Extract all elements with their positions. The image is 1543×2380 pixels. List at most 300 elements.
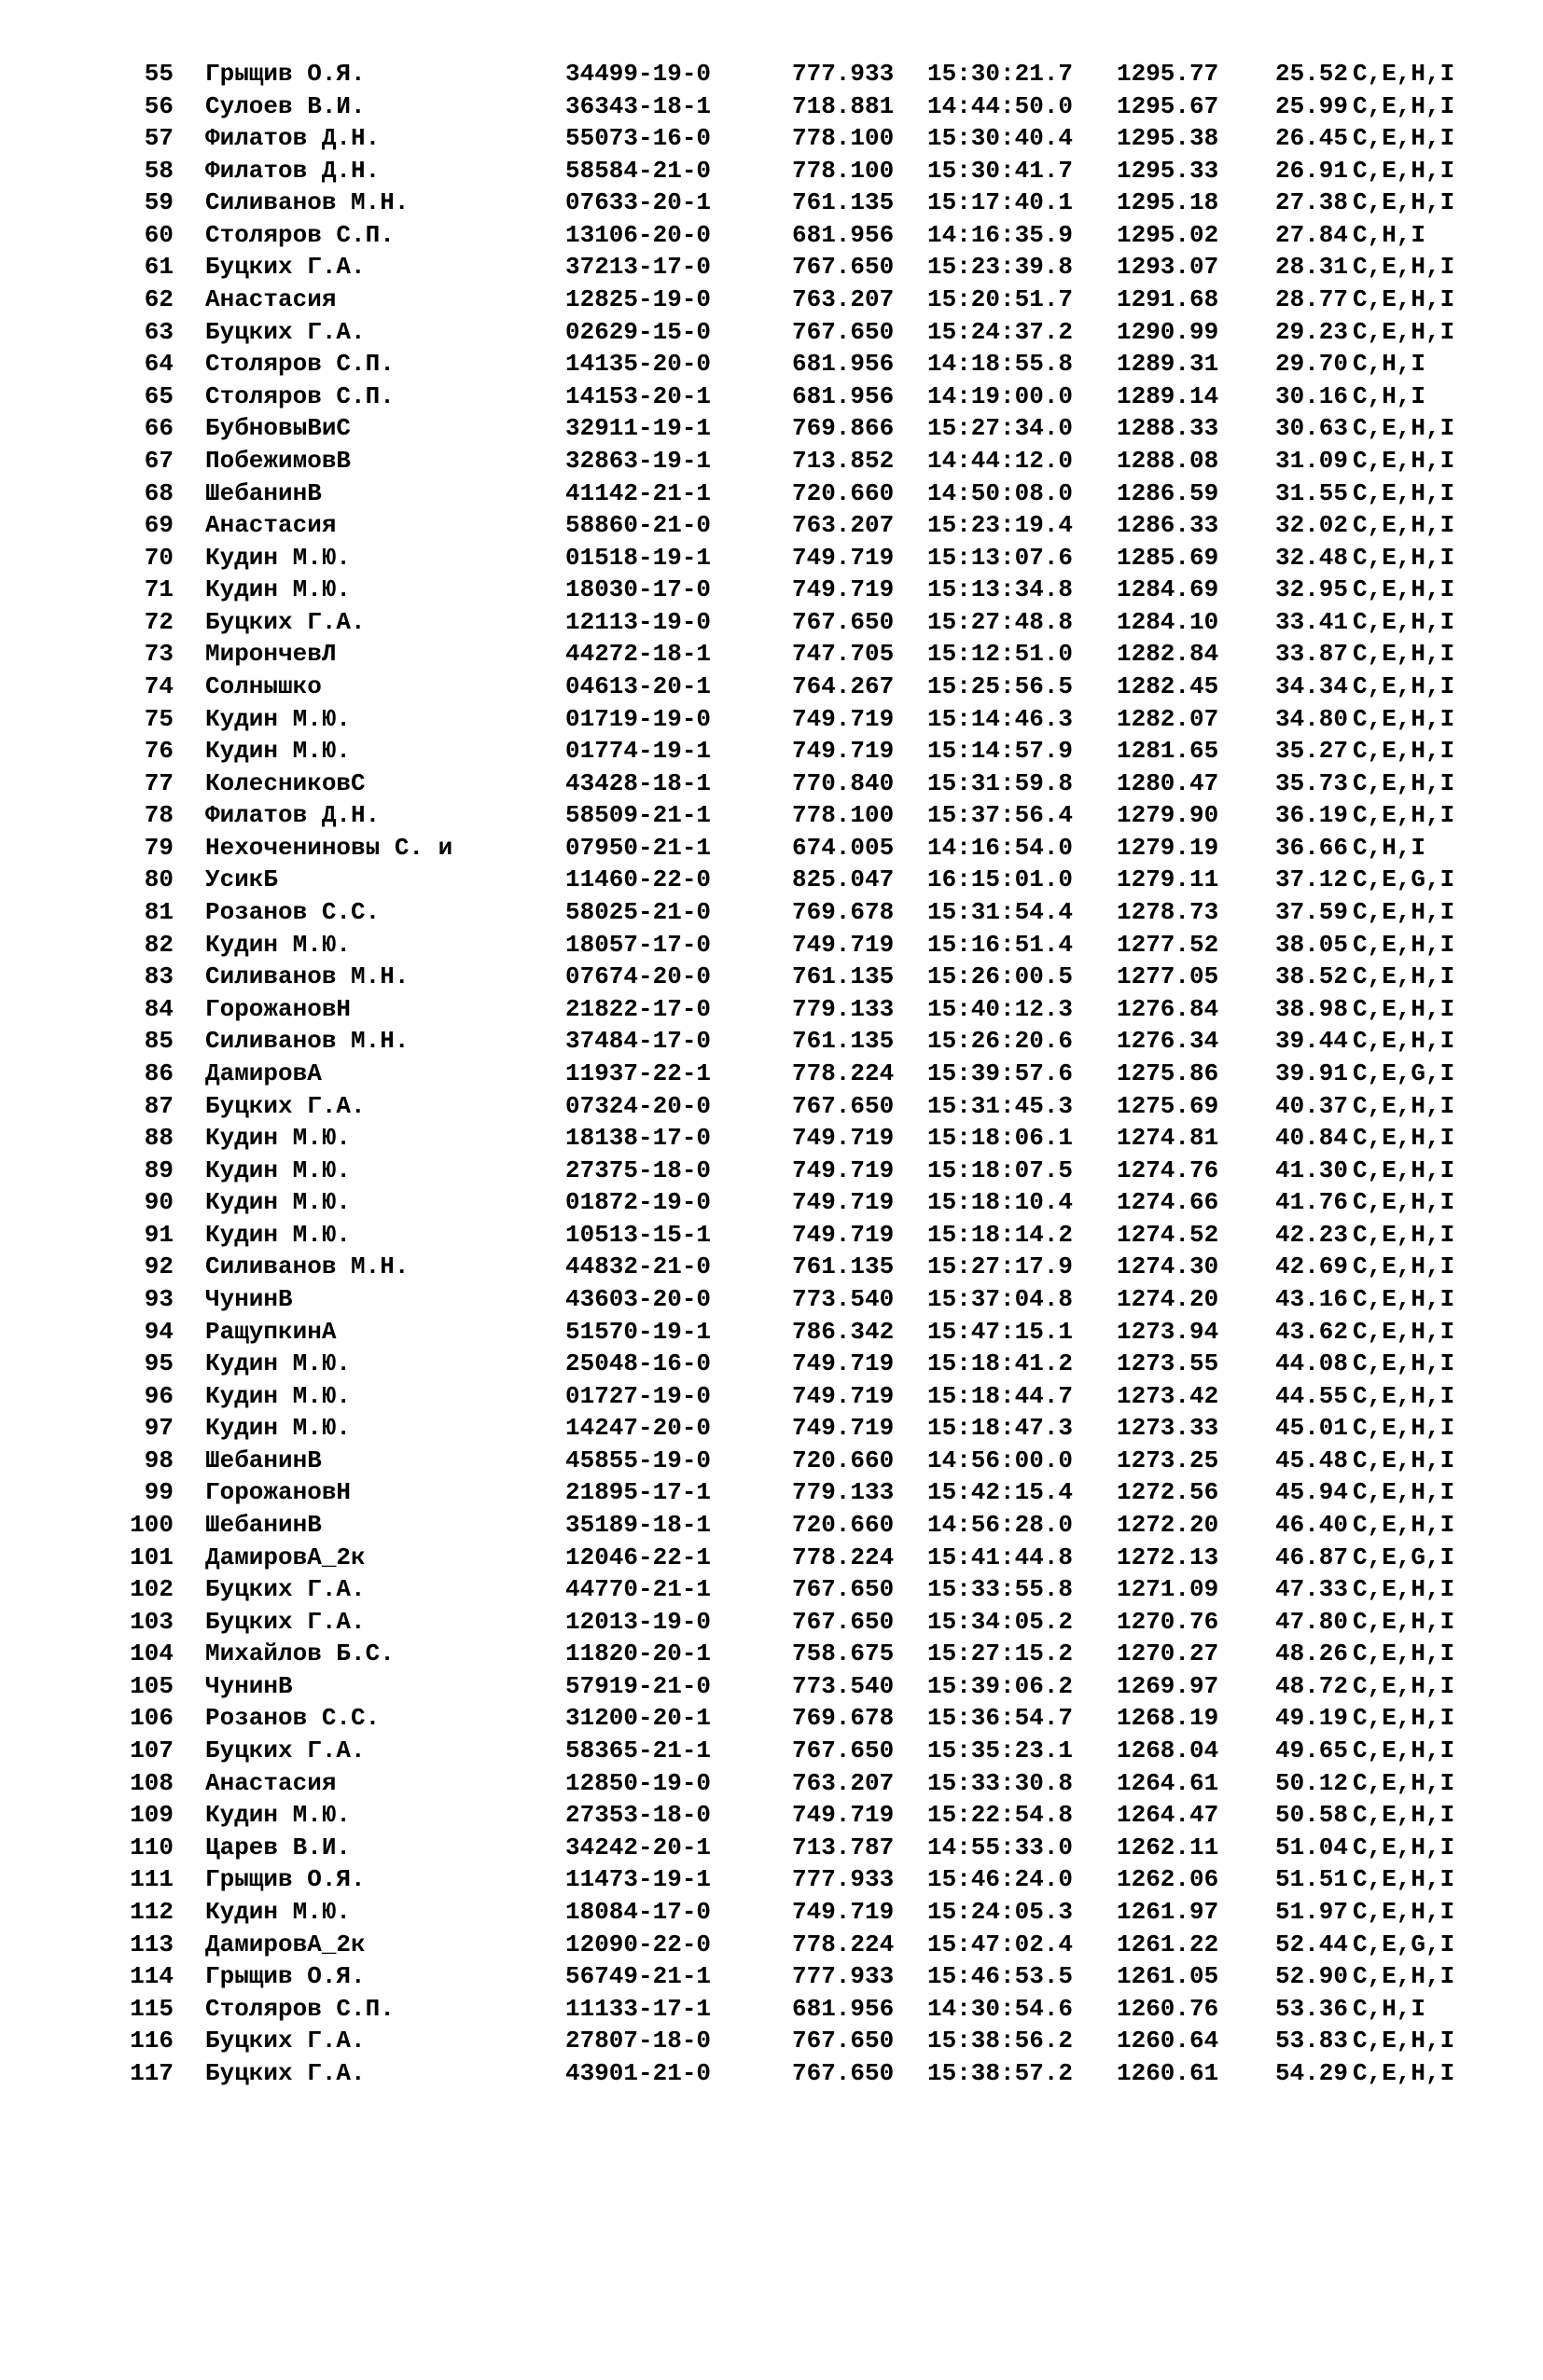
- participant-name: Кудин М.Ю.: [205, 1124, 352, 1153]
- ring-id: 18030-17-0: [565, 575, 712, 604]
- arrival-time: 15:24:37.2: [927, 317, 1074, 346]
- ring-id: 51570-19-1: [565, 1317, 712, 1346]
- table-row: [0, 1090, 1543, 1123]
- table-row: [0, 606, 1543, 639]
- distance: 767.650: [792, 1575, 895, 1604]
- arrival-time: 15:40:12.3: [927, 994, 1074, 1023]
- place-number: 101: [130, 1543, 174, 1571]
- place-number: 58: [144, 156, 174, 185]
- table-row: [0, 1573, 1543, 1606]
- category-codes: C,E,H,I: [1353, 1865, 1455, 1894]
- participant-name: Анастасия: [205, 511, 337, 540]
- speed: 1281.65: [1117, 737, 1219, 766]
- percent: 53.36: [1275, 1994, 1349, 2023]
- distance: 749.719: [792, 575, 895, 604]
- distance: 767.650: [792, 607, 895, 636]
- ring-id: 43428-18-1: [565, 768, 712, 797]
- distance: 749.719: [792, 1155, 895, 1184]
- arrival-time: 14:16:54.0: [927, 833, 1074, 862]
- arrival-time: 15:38:56.2: [927, 2027, 1074, 2055]
- arrival-time: 14:30:54.6: [927, 1994, 1074, 2023]
- arrival-time: 14:56:28.0: [927, 1511, 1074, 1540]
- arrival-time: 15:18:07.5: [927, 1155, 1074, 1184]
- category-codes: C,E,H,I: [1353, 930, 1455, 959]
- distance: 681.956: [792, 350, 895, 379]
- arrival-time: 16:15:01.0: [927, 865, 1074, 894]
- table-row: [0, 1155, 1543, 1187]
- category-codes: C,E,H,I: [1353, 1188, 1455, 1217]
- ring-id: 02629-15-0: [565, 317, 712, 346]
- arrival-time: 15:13:34.8: [927, 575, 1074, 604]
- speed: 1270.76: [1117, 1607, 1219, 1636]
- table-row: [0, 219, 1543, 252]
- speed: 1260.61: [1117, 2058, 1219, 2087]
- category-codes: C,E,H,I: [1353, 1155, 1455, 1184]
- speed: 1274.66: [1117, 1188, 1219, 1217]
- percent: 25.52: [1275, 60, 1349, 88]
- distance: 777.933: [792, 60, 895, 88]
- speed: 1273.25: [1117, 1446, 1219, 1474]
- percent: 54.29: [1275, 2058, 1349, 2087]
- speed: 1261.05: [1117, 1962, 1219, 1991]
- participant-name: ЧунинВ: [205, 1671, 293, 1700]
- speed: 1273.42: [1117, 1381, 1219, 1410]
- participant-name: Кудин М.Ю.: [205, 1897, 352, 1926]
- category-codes: C,E,H,I: [1353, 91, 1455, 120]
- table-row: [0, 1863, 1543, 1896]
- percent: 47.80: [1275, 1607, 1349, 1636]
- percent: 25.99: [1275, 91, 1349, 120]
- participant-name: Солнышко: [205, 671, 322, 700]
- arrival-time: 14:16:35.9: [927, 220, 1074, 249]
- ring-id: 34242-20-1: [565, 1833, 712, 1861]
- arrival-time: 15:20:51.7: [927, 285, 1074, 314]
- table-row: [0, 284, 1543, 316]
- participant-name: РащупкинА: [205, 1317, 337, 1346]
- ring-id: 37213-17-0: [565, 253, 712, 282]
- ring-id: 18084-17-0: [565, 1897, 712, 1926]
- percent: 45.01: [1275, 1414, 1349, 1443]
- category-codes: C,E,G,I: [1353, 1543, 1455, 1571]
- speed: 1274.52: [1117, 1220, 1219, 1249]
- table-row: [0, 58, 1543, 90]
- ring-id: 21822-17-0: [565, 994, 712, 1023]
- place-number: 55: [144, 60, 174, 88]
- speed: 1272.20: [1117, 1511, 1219, 1540]
- place-number: 94: [144, 1317, 174, 1346]
- place-number: 81: [144, 898, 174, 927]
- distance: 763.207: [792, 1768, 895, 1797]
- distance: 749.719: [792, 1414, 895, 1443]
- ring-id: 31200-20-1: [565, 1704, 712, 1733]
- speed: 1273.55: [1117, 1349, 1219, 1378]
- arrival-time: 15:16:51.4: [927, 930, 1074, 959]
- percent: 51.97: [1275, 1897, 1349, 1926]
- speed: 1273.94: [1117, 1317, 1219, 1346]
- place-number: 60: [144, 220, 174, 249]
- speed: 1264.47: [1117, 1801, 1219, 1830]
- place-number: 105: [130, 1671, 174, 1700]
- arrival-time: 15:18:10.4: [927, 1188, 1074, 1217]
- ring-id: 11937-22-1: [565, 1059, 712, 1087]
- category-codes: C,E,H,I: [1353, 1252, 1455, 1281]
- table-row: [0, 477, 1543, 510]
- category-codes: C,E,H,I: [1353, 1833, 1455, 1861]
- participant-name: ШебанинВ: [205, 1446, 322, 1474]
- participant-name: Кудин М.Ю.: [205, 1155, 352, 1184]
- participant-name: ГорожановН: [205, 994, 352, 1023]
- percent: 35.73: [1275, 768, 1349, 797]
- speed: 1260.76: [1117, 1994, 1219, 2023]
- distance: 749.719: [792, 1801, 895, 1830]
- category-codes: C,E,H,I: [1353, 1381, 1455, 1410]
- arrival-time: 15:31:54.4: [927, 898, 1074, 927]
- participant-name: Кудин М.Ю.: [205, 1349, 352, 1378]
- table-row: [0, 832, 1543, 865]
- distance: 713.852: [792, 446, 895, 475]
- arrival-time: 15:18:06.1: [927, 1124, 1074, 1153]
- percent: 33.87: [1275, 640, 1349, 669]
- percent: 34.34: [1275, 671, 1349, 700]
- place-number: 56: [144, 91, 174, 120]
- table-row: [0, 381, 1543, 413]
- participant-name: Буцких Г.А.: [205, 1737, 366, 1765]
- table-row: [0, 703, 1543, 736]
- percent: 36.66: [1275, 833, 1349, 862]
- table-row: [0, 542, 1543, 574]
- distance: 720.660: [792, 1446, 895, 1474]
- speed: 1295.18: [1117, 188, 1219, 217]
- place-number: 113: [130, 1930, 174, 1958]
- place-number: 70: [144, 543, 174, 572]
- speed: 1284.69: [1117, 575, 1219, 604]
- category-codes: C,E,H,I: [1353, 1737, 1455, 1765]
- ring-id: 11460-22-0: [565, 865, 712, 894]
- participant-name: Нехочениновы С. и: [205, 833, 453, 862]
- percent: 44.08: [1275, 1349, 1349, 1378]
- ring-id: 32863-19-1: [565, 446, 712, 475]
- arrival-time: 15:24:05.3: [927, 1897, 1074, 1926]
- participant-name: Филатов Д.Н.: [205, 156, 381, 185]
- place-number: 72: [144, 607, 174, 636]
- speed: 1285.69: [1117, 543, 1219, 572]
- distance: 761.135: [792, 188, 895, 217]
- percent: 48.26: [1275, 1640, 1349, 1668]
- speed: 1295.77: [1117, 60, 1219, 88]
- speed: 1289.31: [1117, 350, 1219, 379]
- speed: 1295.02: [1117, 220, 1219, 249]
- ring-id: 21895-17-1: [565, 1478, 712, 1507]
- participant-name: ДамировА_2к: [205, 1930, 366, 1958]
- category-codes: C,E,H,I: [1353, 575, 1455, 604]
- speed: 1279.19: [1117, 833, 1219, 862]
- speed: 1277.52: [1117, 930, 1219, 959]
- place-number: 115: [130, 1994, 174, 2023]
- category-codes: C,E,H,I: [1353, 737, 1455, 766]
- category-codes: C,H,I: [1353, 350, 1426, 379]
- ring-id: 27353-18-0: [565, 1801, 712, 1830]
- table-row: [0, 1509, 1543, 1542]
- category-codes: C,E,H,I: [1353, 640, 1455, 669]
- percent: 44.55: [1275, 1381, 1349, 1410]
- speed: 1260.64: [1117, 2027, 1219, 2055]
- arrival-time: 15:46:53.5: [927, 1962, 1074, 1991]
- distance: 749.719: [792, 1349, 895, 1378]
- speed: 1278.73: [1117, 898, 1219, 927]
- category-codes: C,E,H,I: [1353, 1091, 1455, 1120]
- ring-id: 11133-17-1: [565, 1994, 712, 2023]
- percent: 41.30: [1275, 1155, 1349, 1184]
- percent: 26.45: [1275, 124, 1349, 153]
- place-number: 61: [144, 253, 174, 282]
- speed: 1290.99: [1117, 317, 1219, 346]
- table-row: [0, 412, 1543, 445]
- ring-id: 45855-19-0: [565, 1446, 712, 1474]
- table-row: [0, 1380, 1543, 1413]
- distance: 777.933: [792, 1865, 895, 1894]
- arrival-time: 15:25:56.5: [927, 671, 1074, 700]
- distance: 767.650: [792, 2027, 895, 2055]
- place-number: 110: [130, 1833, 174, 1861]
- category-codes: C,H,I: [1353, 833, 1426, 862]
- category-codes: C,E,H,I: [1353, 1124, 1455, 1153]
- arrival-time: 15:17:40.1: [927, 188, 1074, 217]
- ring-id: 12113-19-0: [565, 607, 712, 636]
- category-codes: C,E,H,I: [1353, 607, 1455, 636]
- percent: 32.48: [1275, 543, 1349, 572]
- category-codes: C,E,H,I: [1353, 1317, 1455, 1346]
- percent: 39.44: [1275, 1027, 1349, 1056]
- ring-id: 58860-21-0: [565, 511, 712, 540]
- ring-id: 58365-21-1: [565, 1737, 712, 1765]
- ring-id: 13106-20-0: [565, 220, 712, 249]
- distance: 767.650: [792, 317, 895, 346]
- distance: 761.135: [792, 962, 895, 991]
- speed: 1280.47: [1117, 768, 1219, 797]
- arrival-time: 15:31:45.3: [927, 1091, 1074, 1120]
- distance: 773.540: [792, 1671, 895, 1700]
- place-number: 63: [144, 317, 174, 346]
- arrival-time: 15:37:56.4: [927, 801, 1074, 830]
- percent: 45.48: [1275, 1446, 1349, 1474]
- speed: 1288.08: [1117, 446, 1219, 475]
- ring-id: 01774-19-1: [565, 737, 712, 766]
- speed: 1288.33: [1117, 414, 1219, 443]
- speed: 1272.13: [1117, 1543, 1219, 1571]
- distance: 681.956: [792, 220, 895, 249]
- category-codes: C,E,H,I: [1353, 60, 1455, 88]
- table-row: [0, 1283, 1543, 1316]
- speed: 1274.76: [1117, 1155, 1219, 1184]
- ring-id: 56749-21-1: [565, 1962, 712, 1991]
- arrival-time: 15:18:14.2: [927, 1220, 1074, 1249]
- participant-name: Анастасия: [205, 1768, 337, 1797]
- category-codes: C,E,H,I: [1353, 156, 1455, 185]
- category-codes: C,E,H,I: [1353, 1768, 1455, 1797]
- category-codes: C,E,H,I: [1353, 1220, 1455, 1249]
- distance: 767.650: [792, 1607, 895, 1636]
- category-codes: C,E,H,I: [1353, 671, 1455, 700]
- place-number: 96: [144, 1381, 174, 1410]
- distance: 749.719: [792, 1381, 895, 1410]
- arrival-time: 15:41:44.8: [927, 1543, 1074, 1571]
- arrival-time: 15:14:46.3: [927, 704, 1074, 733]
- ring-id: 12013-19-0: [565, 1607, 712, 1636]
- place-number: 75: [144, 704, 174, 733]
- percent: 40.37: [1275, 1091, 1349, 1120]
- table-row: [0, 1186, 1543, 1219]
- arrival-time: 15:23:39.8: [927, 253, 1074, 282]
- participant-name: Розанов С.С.: [205, 1704, 381, 1733]
- table-row: [0, 122, 1543, 155]
- ring-id: 18057-17-0: [565, 930, 712, 959]
- speed: 1295.38: [1117, 124, 1219, 153]
- ring-id: 14135-20-0: [565, 350, 712, 379]
- ring-id: 32911-19-1: [565, 414, 712, 443]
- table-row: [0, 348, 1543, 381]
- percent: 31.55: [1275, 478, 1349, 507]
- distance: 749.719: [792, 1897, 895, 1926]
- participant-name: ДамировА_2к: [205, 1543, 366, 1571]
- table-row: [0, 1445, 1543, 1477]
- participant-name: БубновыВиС: [205, 414, 352, 443]
- place-number: 68: [144, 478, 174, 507]
- speed: 1272.56: [1117, 1478, 1219, 1507]
- percent: 51.04: [1275, 1833, 1349, 1861]
- ring-id: 41142-21-1: [565, 478, 712, 507]
- table-row: [0, 1606, 1543, 1639]
- participant-name: Буцких Г.А.: [205, 2027, 366, 2055]
- distance: 773.540: [792, 1284, 895, 1313]
- speed: 1282.84: [1117, 640, 1219, 669]
- participant-name: ЧунинВ: [205, 1284, 293, 1313]
- table-row: [0, 864, 1543, 896]
- table-row: [0, 735, 1543, 768]
- distance: 778.100: [792, 124, 895, 153]
- table-row: [0, 1929, 1543, 1961]
- category-codes: C,E,H,I: [1353, 124, 1455, 153]
- arrival-time: 15:18:44.7: [927, 1381, 1074, 1410]
- table-row: [0, 896, 1543, 929]
- arrival-time: 14:56:00.0: [927, 1446, 1074, 1474]
- percent: 53.83: [1275, 2027, 1349, 2055]
- table-row: [0, 2025, 1543, 2057]
- place-number: 109: [130, 1801, 174, 1830]
- distance: 779.133: [792, 1478, 895, 1507]
- participant-name: МирончевЛ: [205, 640, 337, 669]
- category-codes: C,E,H,I: [1353, 1027, 1455, 1056]
- distance: 761.135: [792, 1027, 895, 1056]
- percent: 32.95: [1275, 575, 1349, 604]
- category-codes: C,E,H,I: [1353, 2058, 1455, 2087]
- participant-name: Кудин М.Ю.: [205, 1381, 352, 1410]
- table-row: [0, 1670, 1543, 1703]
- category-codes: C,E,H,I: [1353, 317, 1455, 346]
- distance: 674.005: [792, 833, 895, 862]
- place-number: 106: [130, 1704, 174, 1733]
- distance: 749.719: [792, 1124, 895, 1153]
- distance: 749.719: [792, 1188, 895, 1217]
- ring-id: 04613-20-1: [565, 671, 712, 700]
- place-number: 79: [144, 833, 174, 862]
- ring-id: 12090-22-0: [565, 1930, 712, 1958]
- participant-name: Кудин М.Ю.: [205, 1414, 352, 1443]
- ring-id: 44770-21-1: [565, 1575, 712, 1604]
- participant-name: ШебанинВ: [205, 478, 322, 507]
- distance: 747.705: [792, 640, 895, 669]
- percent: 29.70: [1275, 350, 1349, 379]
- category-codes: C,E,H,I: [1353, 1962, 1455, 1991]
- arrival-time: 15:26:00.5: [927, 962, 1074, 991]
- table-row: [0, 1799, 1543, 1832]
- arrival-time: 14:44:12.0: [927, 446, 1074, 475]
- participant-name: Грыщив О.Я.: [205, 60, 366, 88]
- ring-id: 18138-17-0: [565, 1124, 712, 1153]
- arrival-time: 15:18:47.3: [927, 1414, 1074, 1443]
- ring-id: 44832-21-0: [565, 1252, 712, 1281]
- percent: 37.59: [1275, 898, 1349, 927]
- participant-name: Анастасия: [205, 285, 337, 314]
- distance: 767.650: [792, 2058, 895, 2087]
- table-row: [0, 1638, 1543, 1670]
- category-codes: C,E,H,I: [1353, 543, 1455, 572]
- speed: 1262.06: [1117, 1865, 1219, 1894]
- category-codes: C,E,H,I: [1353, 1671, 1455, 1700]
- percent: 43.16: [1275, 1284, 1349, 1313]
- percent: 30.63: [1275, 414, 1349, 443]
- distance: 779.133: [792, 994, 895, 1023]
- arrival-time: 15:38:57.2: [927, 2058, 1074, 2087]
- ring-id: 34499-19-0: [565, 60, 712, 88]
- distance: 778.224: [792, 1930, 895, 1958]
- ring-id: 57919-21-0: [565, 1671, 712, 1700]
- arrival-time: 14:55:33.0: [927, 1833, 1074, 1861]
- place-number: 86: [144, 1059, 174, 1087]
- participant-name: ШебанинВ: [205, 1511, 322, 1540]
- participant-name: Буцких Г.А.: [205, 1091, 366, 1120]
- arrival-time: 15:33:30.8: [927, 1768, 1074, 1797]
- arrival-time: 15:27:15.2: [927, 1640, 1074, 1668]
- place-number: 107: [130, 1737, 174, 1765]
- category-codes: C,E,H,I: [1353, 1801, 1455, 1830]
- ring-id: 27375-18-0: [565, 1155, 712, 1184]
- table-row: [0, 671, 1543, 703]
- category-codes: C,H,I: [1353, 1994, 1426, 2023]
- category-codes: C,E,H,I: [1353, 1575, 1455, 1604]
- table-row: [0, 1993, 1543, 2026]
- percent: 52.44: [1275, 1930, 1349, 1958]
- place-number: 69: [144, 511, 174, 540]
- speed: 1295.67: [1117, 91, 1219, 120]
- speed: 1261.97: [1117, 1897, 1219, 1926]
- category-codes: C,E,H,I: [1353, 962, 1455, 991]
- ring-id: 43603-20-0: [565, 1284, 712, 1313]
- category-codes: C,E,G,I: [1353, 865, 1455, 894]
- participant-name: Силиванов М.Н.: [205, 188, 410, 217]
- participant-name: Кудин М.Ю.: [205, 737, 352, 766]
- arrival-time: 15:33:55.8: [927, 1575, 1074, 1604]
- table-row: [0, 1348, 1543, 1380]
- place-number: 88: [144, 1124, 174, 1153]
- speed: 1261.22: [1117, 1930, 1219, 1958]
- place-number: 83: [144, 962, 174, 991]
- distance: 758.675: [792, 1640, 895, 1668]
- place-number: 89: [144, 1155, 174, 1184]
- participant-name: Буцких Г.А.: [205, 253, 366, 282]
- speed: 1268.04: [1117, 1737, 1219, 1765]
- participant-name: Сулоев В.И.: [205, 91, 366, 120]
- category-codes: C,E,H,I: [1353, 1607, 1455, 1636]
